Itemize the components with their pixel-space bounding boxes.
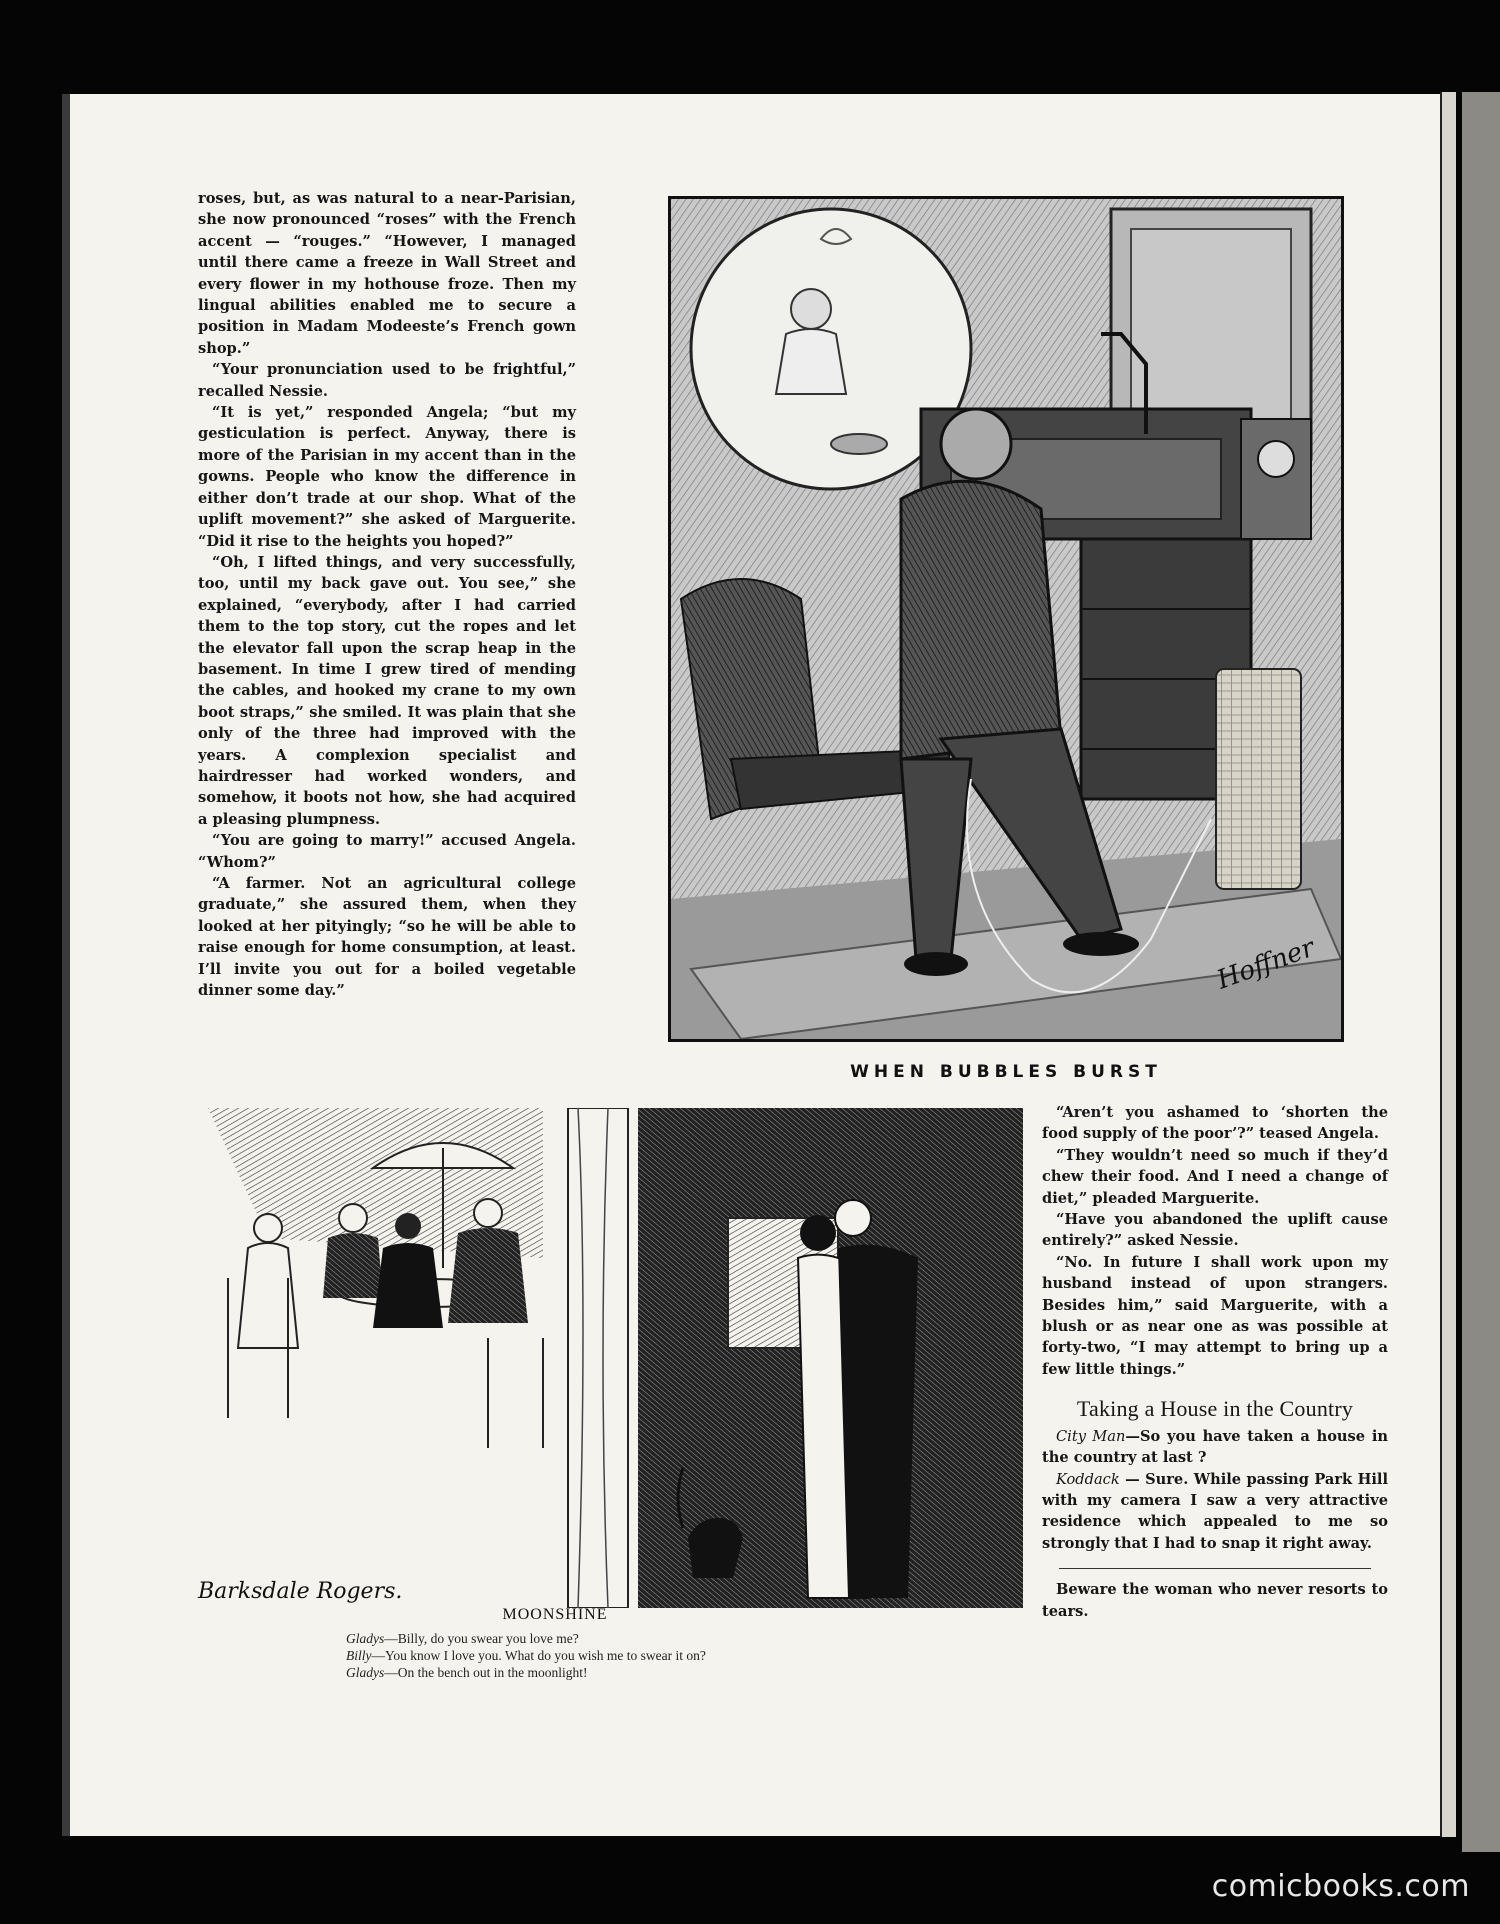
page-edge xyxy=(1440,92,1456,1837)
speaker-name: Gladys xyxy=(346,1631,385,1646)
joke-line: Koddack — Sure. While passing Park Hill with my camera I saw a very attractive residence which appealed to me so strongly that I had to snap it right away. xyxy=(1042,1470,1388,1552)
paragraph: “Aren’t you ashamed to ‘shorten the food supply of the poor’?” teased Angela. xyxy=(1042,1104,1388,1143)
caption-line: Billy—You know I love you. What do you wish me to swear it on? xyxy=(346,1648,706,1663)
paragraph: “Oh, I lifted things, and very successfully, too, until my back gave out. You see,” she explained, “everybody, after I had carried them to the top story, cut the ropes and let the elevator fall upon the scrap heap in the basement. In time I grew tired of mending the cables, and hooked my crane to my own boot straps,” she smiled. It was plain that she only of the three had improved with the years. A complexion specialist and hairdresser had worked wonders, and somehow, it boots not how, she had acquired a pleasing plumpness. xyxy=(198,553,576,828)
paragraph: “It is yet,” responded Angela; “but my gesticulation is perfect. Anyway, there is more of the Parisian in my accent than in the gowns. People who know the difference in either don’t trade at our shop. What of the uplift movement?” she asked of Marguerite. “Did it rise to the heights you hoped?” xyxy=(198,404,576,550)
paragraph: “Have you abandoned the uplift cause entirely?” asked Nessie. xyxy=(1042,1211,1388,1250)
paragraph: “A farmer. Not an agricultural college graduate,” she assured them, when they looked at her pityingly; “so he will be able to raise enough for home consumption, at least. I’ll invite you out for a boiled vegetable dinner some day.” xyxy=(198,875,576,1000)
caption-line: Gladys—Billy, do you swear you love me? xyxy=(346,1631,579,1646)
speaker-name: Gladys xyxy=(346,1665,385,1680)
desk-scene-drawing xyxy=(671,199,1341,1039)
cartoon-caption xyxy=(346,1630,906,1681)
paragraph: “Your pronunciation used to be frightful,” recalled Nessie. xyxy=(198,361,576,400)
joke-line: City Man—So you have taken a house in the country at last ? xyxy=(1042,1427,1389,1467)
when-bubbles-burst-illustration xyxy=(668,196,1344,1042)
speaker-name: Koddack xyxy=(1056,1470,1120,1488)
illustration-title: WHEN BUBBLES BURST xyxy=(850,1062,1162,1082)
watermark: comicbooks.com xyxy=(1211,1869,1470,1904)
page-binding-strip xyxy=(1462,92,1500,1852)
paragraph: roses, but, as was natural to a near-Parisian, she now pronounced “roses” with the French accent — “rouges.” “However, I managed until there came a freeze in Wall Street and every flower in my hothouse froze. Then my lingual abilities enabled me to secure a position in Madam Modeeste’s French gown shop.” xyxy=(198,190,576,357)
maxim: Beware the woman who never resorts to tears. xyxy=(1042,1581,1388,1620)
artist-signature: Barksdale Rogers. xyxy=(198,1579,403,1604)
joke-heading: Taking a House in the Country xyxy=(1076,1396,1354,1422)
left-text-column xyxy=(198,188,576,1001)
speaker-name: City Man xyxy=(1056,1427,1126,1445)
speaker-name: Billy xyxy=(346,1648,372,1663)
paragraph: “No. In future I shall work upon my husband instead of upon strangers. Besides him,” said Marguerite, with a blush or as near one as was possible at forty-two, “I may attempt to bring up a few little things.” xyxy=(1042,1253,1388,1378)
moonshine-drawing xyxy=(188,1108,1028,1608)
caption-line: Gladys—On the bench out in the moonlight! xyxy=(346,1665,588,1680)
right-text-column xyxy=(1042,1102,1388,1622)
cartoon-title: MOONSHINE xyxy=(502,1606,608,1623)
moonshine-illustration xyxy=(188,1108,1028,1608)
divider xyxy=(1059,1568,1370,1569)
paragraph: “They wouldn’t need so much if they’d chew their food. And I need a change of diet,” pleaded Marguerite. xyxy=(1042,1146,1388,1207)
paragraph: “You are going to marry!” accused Angela. “Whom?” xyxy=(198,832,576,871)
artist-signature: Hoffner xyxy=(1213,932,1319,996)
